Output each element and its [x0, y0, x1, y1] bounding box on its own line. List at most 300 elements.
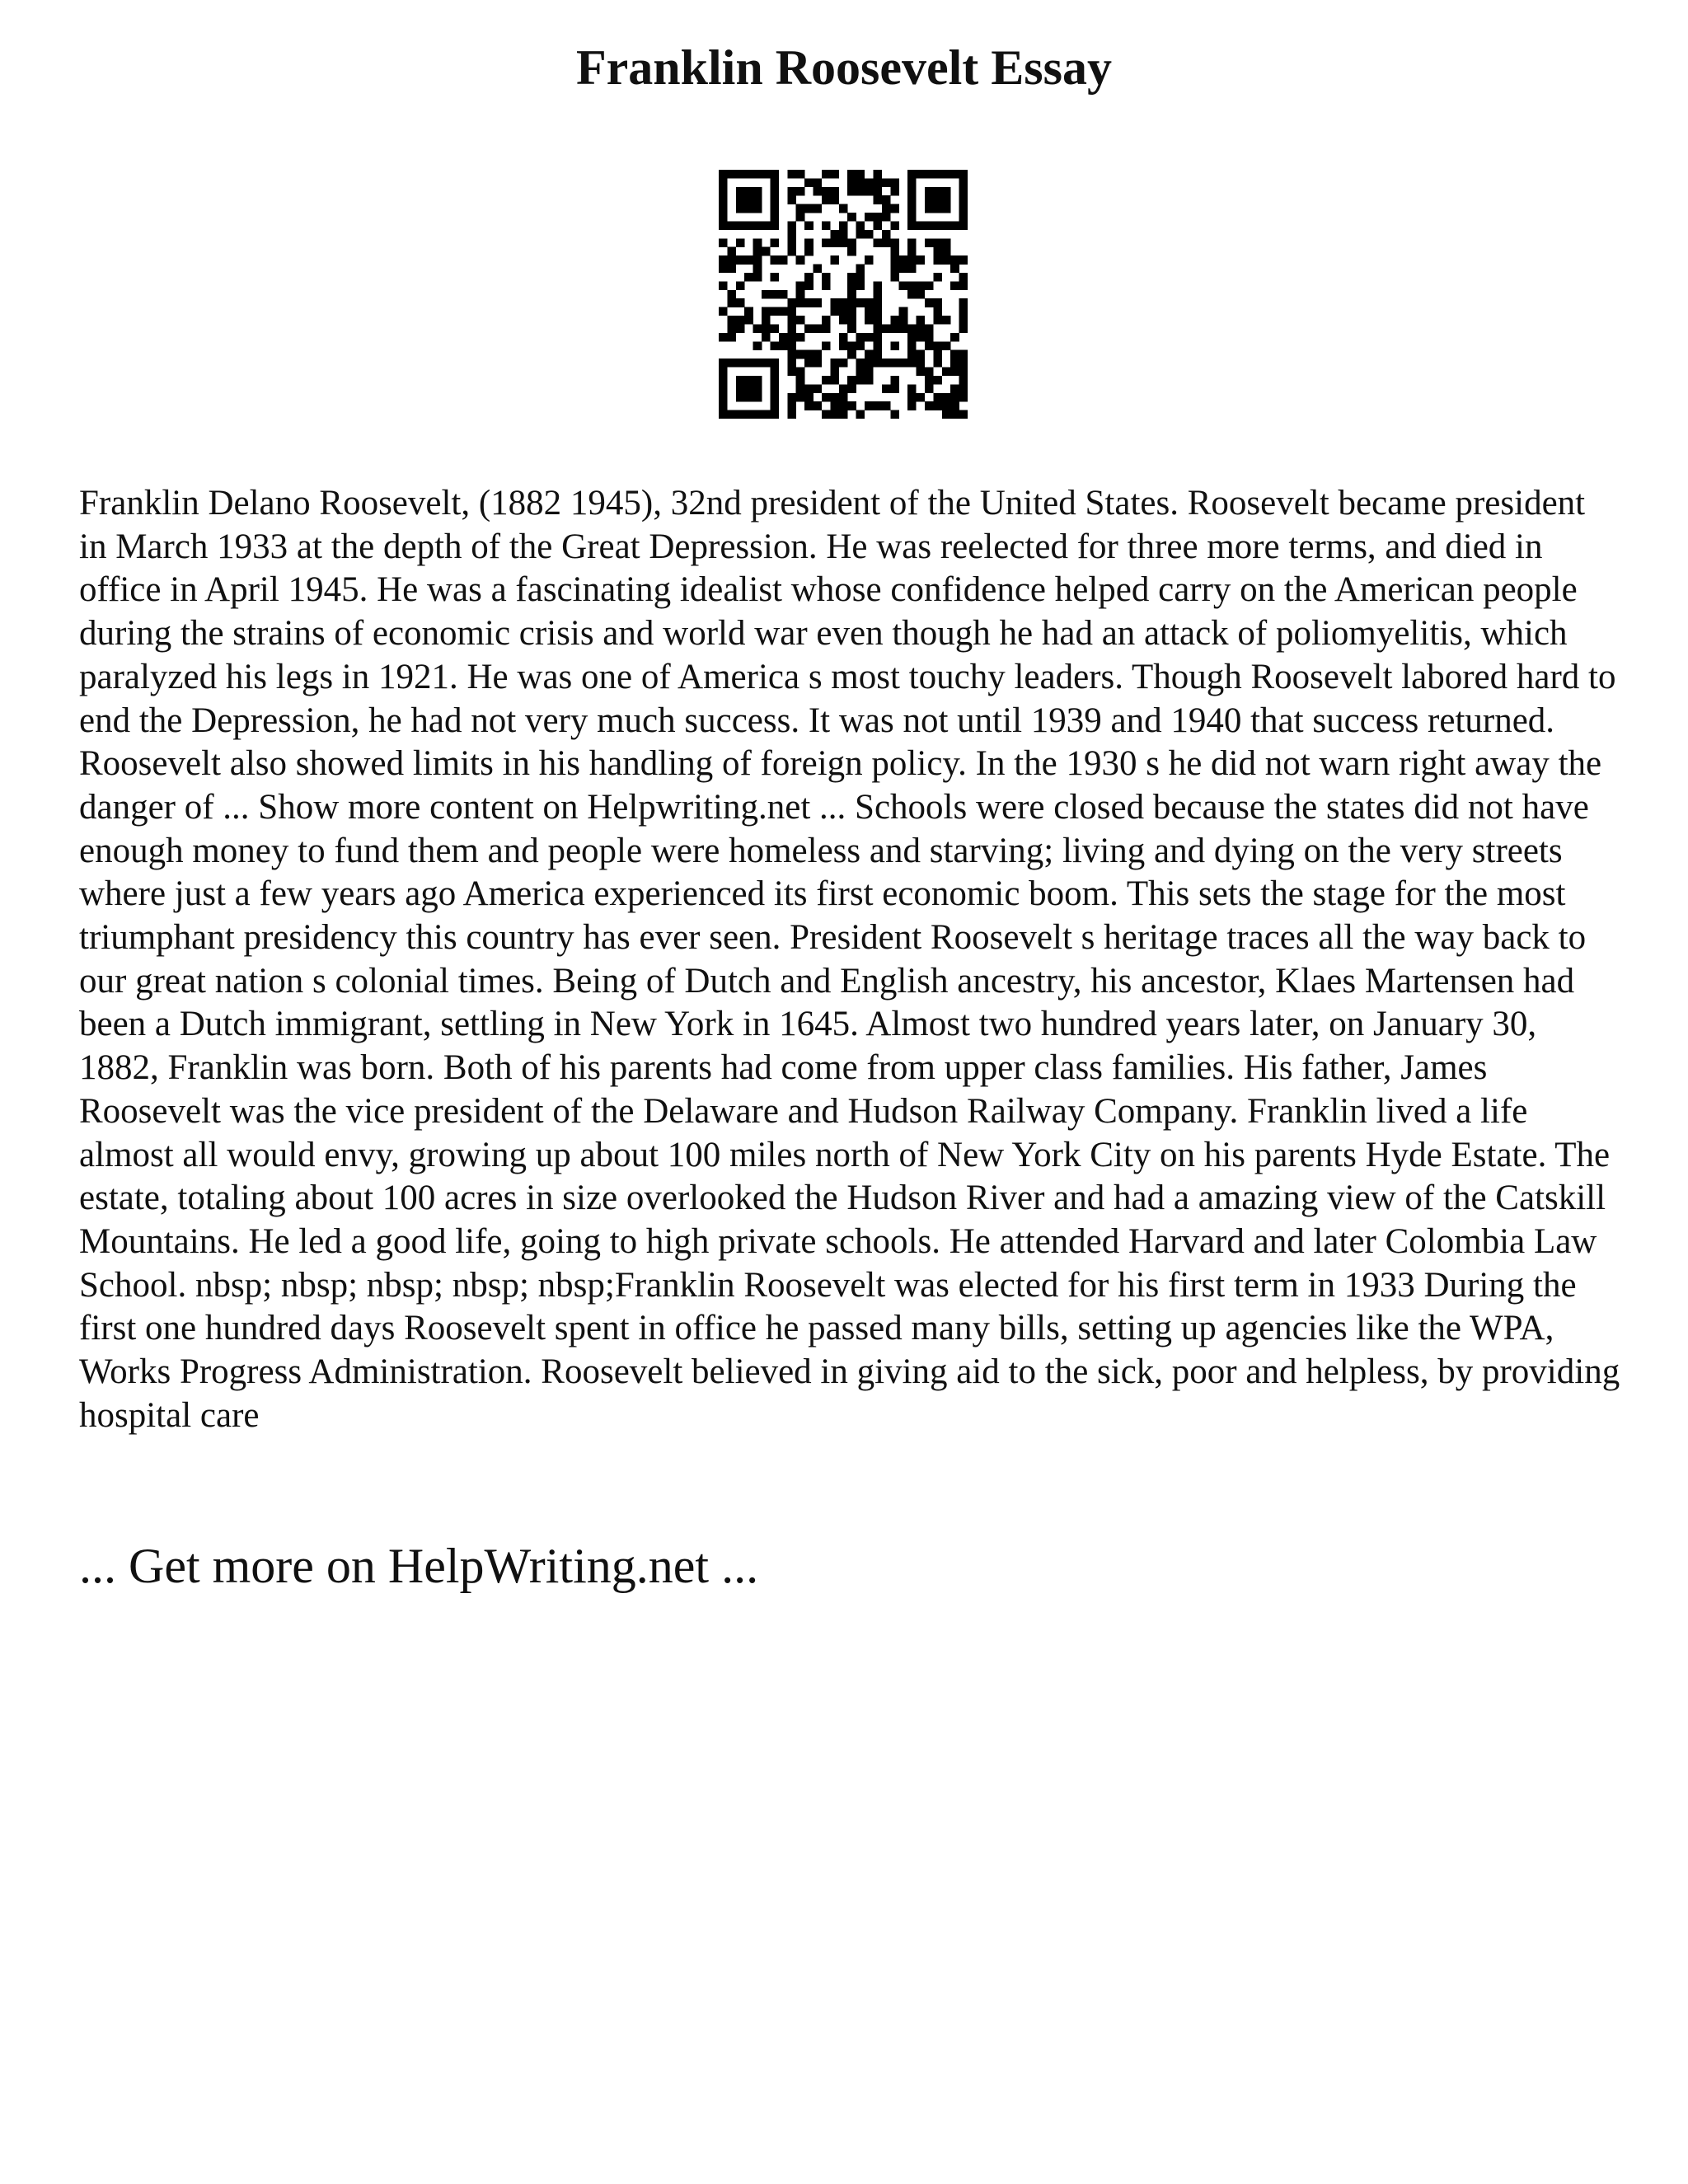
qr-module — [753, 170, 762, 179]
qr-module — [925, 376, 934, 385]
qr-module — [744, 170, 753, 179]
qr-module — [856, 359, 865, 368]
qr-module — [856, 170, 865, 179]
qr-module — [907, 350, 917, 359]
qr-module — [736, 187, 745, 196]
qr-module — [933, 204, 942, 213]
qr-module — [796, 384, 805, 393]
qr-module — [787, 298, 796, 307]
qr-module — [933, 359, 942, 368]
qr-module — [787, 247, 796, 256]
qr-module — [762, 170, 771, 179]
qr-module — [814, 401, 823, 410]
qr-module — [753, 247, 762, 256]
qr-module — [933, 273, 942, 282]
qr-module — [736, 410, 745, 419]
qr-module — [762, 307, 771, 316]
qr-module — [899, 281, 908, 290]
qr-module — [847, 298, 856, 307]
qr-module — [787, 316, 796, 325]
qr-module — [822, 170, 831, 179]
qr-module — [873, 401, 882, 410]
qr-module — [865, 368, 874, 377]
qr-module — [907, 238, 917, 247]
qr-module — [933, 238, 942, 247]
qr-module — [959, 376, 968, 385]
qr-module — [933, 316, 942, 325]
qr-module — [719, 195, 728, 204]
qr-module — [873, 187, 882, 196]
qr-module — [942, 393, 951, 402]
qr-module — [839, 238, 848, 247]
qr-module — [873, 290, 882, 299]
qr-module — [736, 376, 745, 385]
qr-module — [814, 384, 823, 393]
qr-module — [753, 359, 762, 368]
qr-module — [950, 368, 959, 377]
qr-module — [959, 204, 968, 213]
qr-module — [770, 238, 779, 247]
qr-module — [719, 307, 728, 316]
qr-module — [804, 281, 814, 290]
qr-module — [856, 230, 865, 239]
qr-module — [890, 255, 899, 265]
qr-module — [882, 359, 891, 368]
qr-module — [804, 359, 814, 368]
qr-module — [959, 178, 968, 187]
qr-module — [770, 255, 779, 265]
qr-module — [925, 368, 934, 377]
qr-module — [753, 221, 762, 230]
qr-module — [804, 350, 814, 359]
qr-module — [796, 281, 805, 290]
qr-module — [736, 281, 745, 290]
qr-module — [959, 213, 968, 222]
qr-module — [907, 393, 917, 402]
qr-module — [787, 324, 796, 333]
qr-module — [736, 195, 745, 204]
qr-module — [933, 187, 942, 196]
qr-module — [873, 341, 882, 350]
qr-module — [770, 195, 779, 204]
qr-module — [865, 255, 874, 265]
qr-module — [959, 170, 968, 179]
qr-module — [762, 247, 771, 256]
qr-module — [925, 324, 934, 333]
qr-module — [933, 255, 942, 265]
qr-module — [925, 384, 934, 393]
qr-module — [796, 368, 805, 377]
qr-module — [830, 170, 839, 179]
qr-module — [925, 298, 934, 307]
qr-module — [882, 213, 891, 222]
qr-module — [847, 170, 856, 179]
qr-module — [950, 401, 959, 410]
qr-module — [779, 307, 788, 316]
qr-code-icon — [719, 170, 968, 419]
qr-module — [856, 187, 865, 196]
qr-module — [925, 221, 934, 230]
qr-module — [753, 265, 762, 274]
qr-module — [804, 298, 814, 307]
qr-module — [890, 247, 899, 256]
qr-module — [736, 393, 745, 402]
qr-module — [959, 307, 968, 316]
qr-module — [787, 393, 796, 402]
qr-module — [830, 393, 839, 402]
qr-module — [779, 333, 788, 342]
qr-module — [787, 401, 796, 410]
qr-module — [719, 281, 728, 290]
qr-module — [917, 290, 926, 299]
qr-module — [959, 298, 968, 307]
qr-module — [865, 350, 874, 359]
qr-module — [933, 350, 942, 359]
qr-module — [770, 213, 779, 222]
qr-module — [942, 247, 951, 256]
qr-module — [787, 195, 796, 204]
qr-module — [959, 359, 968, 368]
qr-module — [933, 247, 942, 256]
qr-module — [839, 359, 848, 368]
qr-module — [804, 204, 814, 213]
qr-module — [736, 359, 745, 368]
qr-module — [847, 341, 856, 350]
qr-module — [959, 393, 968, 402]
qr-module — [787, 221, 796, 230]
qr-module — [950, 170, 959, 179]
qr-module — [890, 221, 899, 230]
qr-module — [822, 221, 831, 230]
qr-module — [890, 178, 899, 187]
qr-module — [727, 290, 736, 299]
qr-module — [744, 221, 753, 230]
qr-module — [719, 368, 728, 377]
qr-module — [822, 316, 831, 325]
qr-module — [830, 230, 839, 239]
qr-module — [933, 307, 942, 316]
qr-module — [856, 273, 865, 282]
qr-module — [950, 333, 959, 342]
qr-module — [736, 221, 745, 230]
qr-module — [770, 376, 779, 385]
qr-module — [917, 281, 926, 290]
qr-module — [959, 187, 968, 196]
qr-module — [882, 204, 891, 213]
qr-module — [907, 265, 917, 274]
qr-module — [839, 393, 848, 402]
qr-module — [959, 350, 968, 359]
qr-module — [890, 376, 899, 385]
qr-module — [830, 359, 839, 368]
qr-module — [899, 307, 908, 316]
qr-module — [959, 368, 968, 377]
qr-module — [822, 187, 831, 196]
qr-module — [736, 324, 745, 333]
qr-module — [865, 333, 874, 342]
qr-module — [787, 341, 796, 350]
qr-module — [847, 178, 856, 187]
qr-module — [830, 376, 839, 385]
qr-module — [847, 273, 856, 282]
qr-module — [839, 204, 848, 213]
qr-module — [925, 341, 934, 350]
qr-module — [753, 376, 762, 385]
qr-module — [762, 333, 771, 342]
qr-module — [907, 178, 917, 187]
qr-module — [873, 324, 882, 333]
qr-module — [719, 213, 728, 222]
qr-module — [744, 316, 753, 325]
qr-module — [804, 324, 814, 333]
qr-module — [899, 265, 908, 274]
qr-module — [907, 384, 917, 393]
qr-module — [933, 341, 942, 350]
qr-module — [873, 213, 882, 222]
qr-module — [959, 221, 968, 230]
qr-module — [839, 410, 848, 419]
qr-module — [873, 359, 882, 368]
qr-module — [882, 230, 891, 239]
qr-module — [719, 178, 728, 187]
qr-module — [736, 298, 745, 307]
qr-module — [719, 221, 728, 230]
qr-module — [839, 316, 848, 325]
qr-module — [907, 247, 917, 256]
qr-module — [727, 324, 736, 333]
qr-module — [917, 255, 926, 265]
qr-module — [873, 316, 882, 325]
qr-module — [719, 401, 728, 410]
qr-module — [753, 204, 762, 213]
qr-module — [856, 368, 865, 377]
qr-module — [727, 333, 736, 342]
qr-module — [933, 298, 942, 307]
qr-module — [839, 221, 848, 230]
qr-module — [899, 359, 908, 368]
qr-module — [830, 255, 839, 265]
qr-module — [847, 213, 856, 222]
qr-module — [753, 187, 762, 196]
qr-module — [796, 298, 805, 307]
qr-module — [839, 298, 848, 307]
qr-module — [796, 393, 805, 402]
qr-module — [950, 265, 959, 274]
qr-module — [822, 238, 831, 247]
qr-module — [917, 324, 926, 333]
qr-module — [822, 273, 831, 282]
qr-module — [882, 384, 891, 393]
qr-module — [873, 221, 882, 230]
qr-module — [890, 410, 899, 419]
qr-module — [753, 393, 762, 402]
qr-module — [959, 273, 968, 282]
qr-module — [787, 368, 796, 377]
qr-module — [770, 324, 779, 333]
qr-module — [882, 178, 891, 187]
qr-module — [907, 290, 917, 299]
qr-module — [856, 281, 865, 290]
page-title: Franklin Roosevelt Essay — [575, 40, 1113, 95]
qr-module — [865, 298, 874, 307]
qr-module — [899, 316, 908, 325]
get-more-link[interactable]: ... Get more on HelpWriting.net ... — [79, 1539, 759, 1593]
qr-module — [744, 195, 753, 204]
qr-module — [762, 290, 771, 299]
qr-module — [727, 221, 736, 230]
qr-module — [770, 410, 779, 419]
qr-module — [762, 410, 771, 419]
qr-module — [847, 316, 856, 325]
qr-module — [787, 187, 796, 196]
qr-module — [865, 376, 874, 385]
qr-module — [873, 195, 882, 204]
qr-module — [762, 316, 771, 325]
qr-module — [847, 187, 856, 196]
qr-module — [917, 359, 926, 368]
qr-module — [804, 247, 814, 256]
qr-module — [856, 298, 865, 307]
qr-module — [744, 393, 753, 402]
qr-module — [736, 170, 745, 179]
qr-module — [917, 350, 926, 359]
qr-module — [907, 187, 917, 196]
qr-module — [770, 384, 779, 393]
qr-module — [959, 316, 968, 325]
qr-module — [796, 170, 805, 179]
qr-module — [925, 333, 934, 342]
qr-module — [804, 401, 814, 410]
qr-module — [719, 333, 728, 342]
qr-module — [865, 359, 874, 368]
qr-module — [796, 350, 805, 359]
qr-module — [744, 273, 753, 282]
qr-module — [865, 401, 874, 410]
qr-module — [890, 341, 899, 350]
qr-module — [907, 333, 917, 342]
qr-module — [744, 187, 753, 196]
qr-module — [925, 195, 934, 204]
qr-module — [796, 213, 805, 222]
qr-module — [727, 170, 736, 179]
qr-module — [933, 195, 942, 204]
qr-module — [830, 195, 839, 204]
qr-module — [925, 170, 934, 179]
qr-module — [942, 368, 951, 377]
qr-module — [856, 341, 865, 350]
qr-module — [890, 265, 899, 274]
qr-module — [719, 384, 728, 393]
qr-module — [719, 187, 728, 196]
qr-module — [839, 401, 848, 410]
qr-module — [796, 333, 805, 342]
qr-module — [719, 410, 728, 419]
qr-module — [770, 368, 779, 377]
qr-module — [856, 410, 865, 419]
qr-module — [719, 376, 728, 385]
qr-module — [917, 221, 926, 230]
qr-module — [890, 316, 899, 325]
qr-module — [933, 170, 942, 179]
qr-module — [822, 376, 831, 385]
qr-module — [744, 376, 753, 385]
qr-module — [787, 238, 796, 247]
qr-module — [787, 307, 796, 316]
qr-module — [830, 298, 839, 307]
qr-module — [873, 307, 882, 316]
qr-module — [925, 204, 934, 213]
qr-module — [847, 307, 856, 316]
qr-module — [950, 255, 959, 265]
qr-module — [753, 324, 762, 333]
qr-module — [770, 204, 779, 213]
qr-module — [925, 187, 934, 196]
qr-module — [890, 324, 899, 333]
qr-module — [762, 221, 771, 230]
qr-module — [770, 290, 779, 299]
qr-module — [779, 290, 788, 299]
qr-module — [873, 178, 882, 187]
qr-module — [814, 265, 823, 274]
qr-module — [804, 221, 814, 230]
qr-module — [796, 376, 805, 385]
qr-module — [907, 281, 917, 290]
qr-module — [890, 204, 899, 213]
qr-module — [882, 238, 891, 247]
qr-module — [830, 410, 839, 419]
qr-module — [907, 204, 917, 213]
qr-module — [890, 384, 899, 393]
qr-module — [719, 255, 728, 265]
qr-module — [744, 255, 753, 265]
qr-module — [796, 255, 805, 265]
essay-body: Franklin Delano Roosevelt, (1882 1945), 32nd president of the United States. Roosevelt became president in March 1933 at the depth of the Great Depression. He was reelected for three more terms, and died in office in April 1945. He was a fascinating idealist whose confidence helped carry on the American people during the strains of economic crisis and world war even though he had an attack of poliomyelitis, which paralyzed his legs in 1921. He was one of America s most touchy leaders. Though Roosevelt labored hard to end the Depression, he had not very much success. It was not until 1939 and 1940 that success returned. Roosevelt also showed limits in his handling of foreign policy. In the 1930 s he did not warn right away the danger of ... Show more content on Helpwriting.net ... Schools were closed because the states did not have enough money to fund them and people were homeless and starving; living and dying on the very streets where just a few years ago America experienced its first economic boom. This sets the stage for the most triumphant presidency this country has ever seen. President Roosevelt s heritage traces all the way back to our great nation s colonial times. Being of Dutch and English ancestry, his ancestor, Klaes Martensen had been a Dutch immigrant, settling in New York in 1645. Almost two hundred years later, on January 30, 1882, Franklin was born. Both of his parents had come from upper class families. His father, James Roosevelt was the vice president of the Delaware and Hudson Railway Company. Franklin lived a life almost all would envy, growing up about 100 miles north of New York City on his parents Hyde Estate. The estate, totaling about 100 acres in size overlooked the Hudson River and had a amazing view of the Catskill Mountains. He led a good life, going to high private schools. He attended Harvard and later Colombia Law School. nbsp; nbsp; nbsp; nbsp; nbsp;Franklin Roosevelt was elected for his first term in 1933 During the first one hundred days Roosevelt spent in office he passed many bills, setting up agencies like the WPA, Works Progress Administration. Roosevelt believed in giving aid to the sick, poor and helpless, by providing hospital care — [79, 484, 1620, 1435]
qr-module — [727, 255, 736, 265]
qr-module — [770, 307, 779, 316]
qr-module — [736, 316, 745, 325]
qr-module — [814, 178, 823, 187]
qr-module — [933, 221, 942, 230]
qr-module — [942, 204, 951, 213]
qr-module — [950, 359, 959, 368]
qr-module — [796, 316, 805, 325]
qr-module — [882, 401, 891, 410]
qr-module — [839, 230, 848, 239]
qr-module — [847, 281, 856, 290]
qr-module — [814, 298, 823, 307]
qr-module — [907, 401, 917, 410]
qr-module — [744, 307, 753, 316]
qr-module — [779, 341, 788, 350]
qr-module — [719, 265, 728, 274]
qr-module — [907, 170, 917, 179]
qr-module — [917, 368, 926, 377]
qr-module — [856, 178, 865, 187]
qr-module — [814, 187, 823, 196]
qr-module — [787, 410, 796, 419]
qr-module — [847, 290, 856, 299]
qr-module — [770, 221, 779, 230]
qr-module — [907, 324, 917, 333]
qr-module — [865, 213, 874, 222]
qr-module — [770, 341, 779, 350]
qr-module — [950, 281, 959, 290]
qr-module — [959, 384, 968, 393]
qr-module — [907, 195, 917, 204]
qr-module — [744, 204, 753, 213]
qr-module — [753, 195, 762, 204]
qr-module — [925, 401, 934, 410]
